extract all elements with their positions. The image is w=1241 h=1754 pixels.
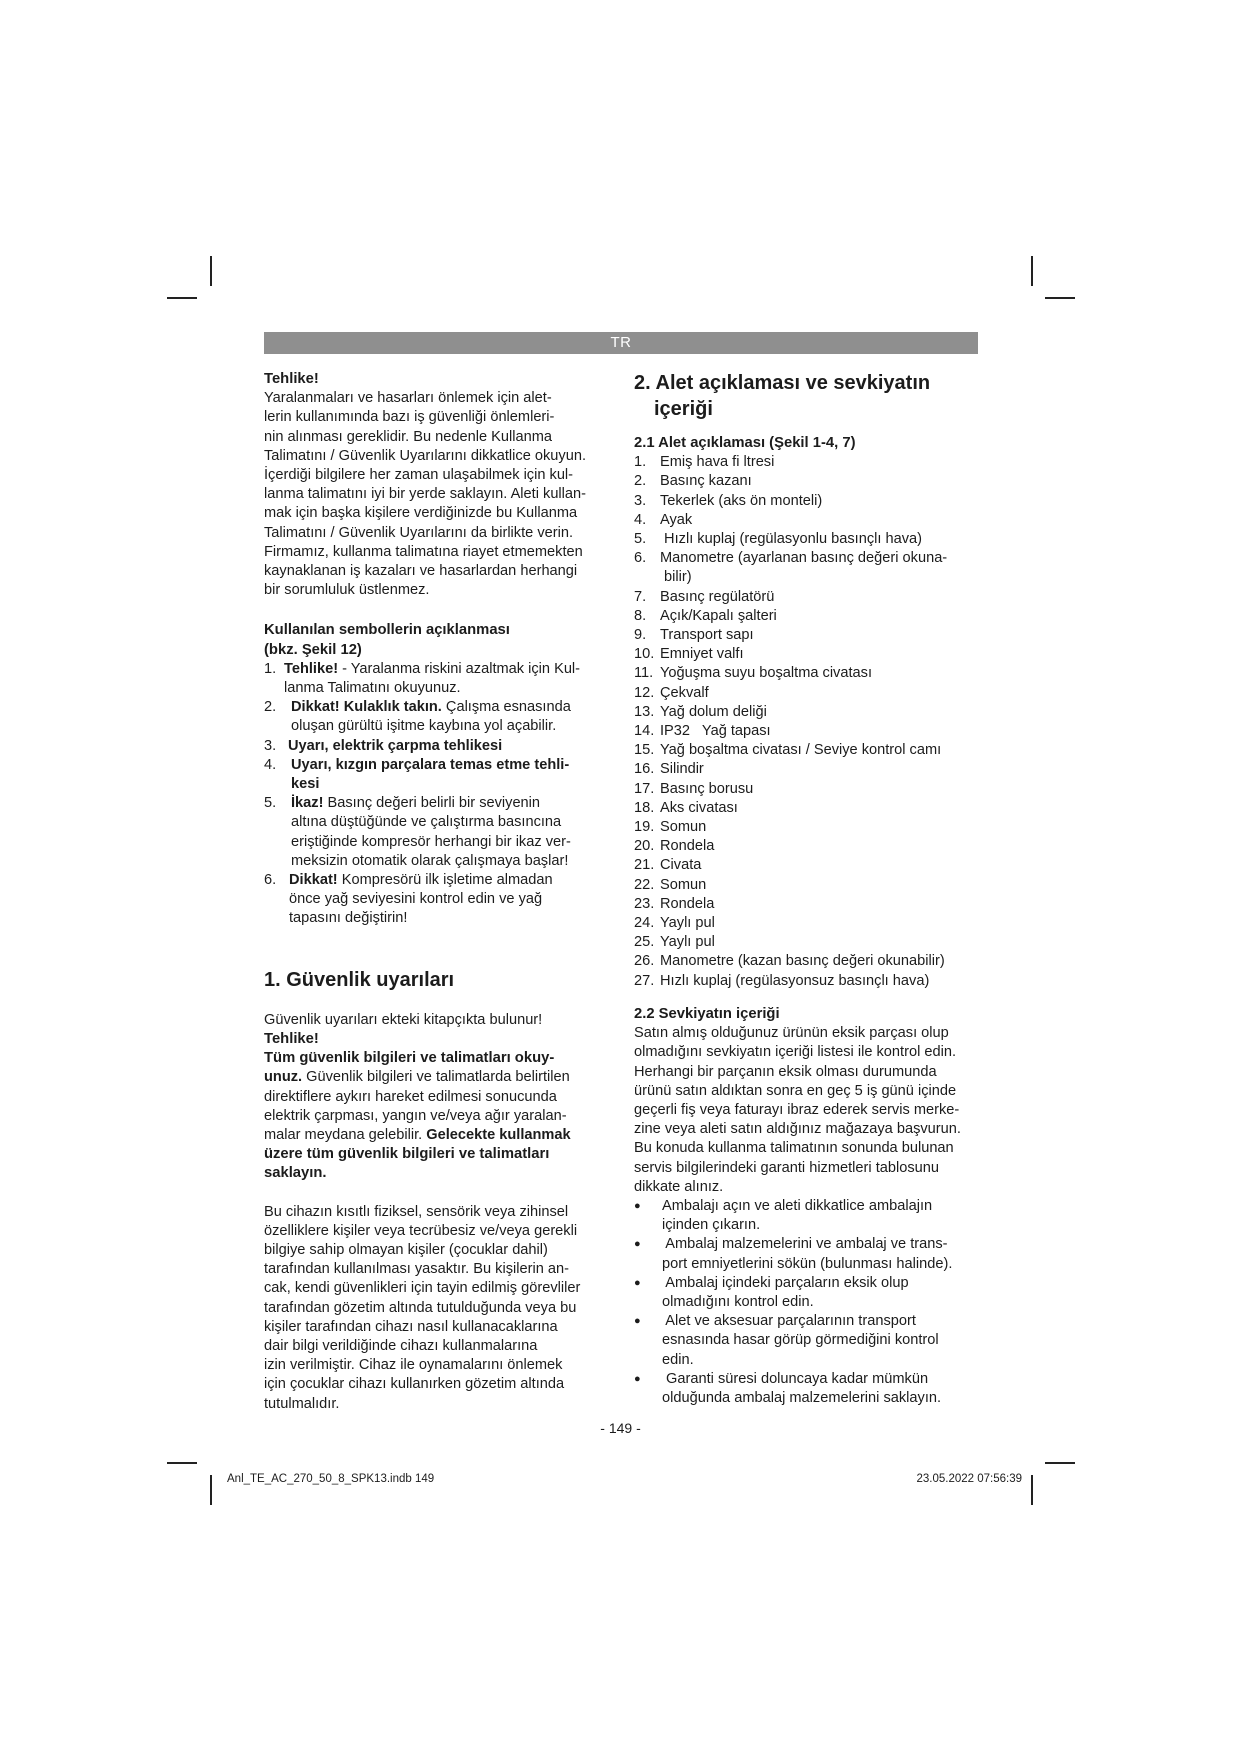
safety-line: unuz. Güvenlik bilgileri ve talimatlarda belirtilen [264, 1069, 570, 1086]
text-line: özelliklere kişiler veya tecrübesiz ve/veya gerekli [264, 1222, 578, 1239]
part-item: 16. Silindir [634, 761, 704, 778]
symbol-item: 5. İkaz! Basınç değeri belirli bir seviyenin altına düştüğünde ve çalıştırma basıncına eriştiğinde kompresör herhangi bir ikaz ver- meksizin otomatik olarak çalışmaya başlar! [264, 795, 571, 869]
safety-bold-line: saklayın. [264, 1165, 327, 1182]
part-item: 19. Somun [634, 819, 707, 836]
text-line: olmadığını sevkiyatın içeriği listesi ile kontrol edin. [634, 1044, 957, 1061]
text-line: lanma talimatını iyi bir yerde saklayın. Aleti kullan- [264, 486, 587, 503]
part-item: 27. Hızlı kuplaj (regülasyonsuz basınçlı hava) [634, 972, 930, 989]
footer-datetime: 23.05.2022 07:56:39 [916, 1473, 1022, 1485]
crop-mark-bottom-left-v [210, 1475, 212, 1505]
text-line: İçerdiği bilgilere her zaman ulaşabilmek için kul- [264, 467, 574, 484]
subsection-2-2: 2.2 Sevkiyatın içeriği [634, 1005, 780, 1022]
section-2-title: 2. Alet açıklaması ve sevkiyatın [634, 372, 931, 394]
text-line: tutulmalıdır. [264, 1395, 340, 1412]
bullet-dot-icon: ● [634, 1238, 641, 1251]
text-line: mak için başka kişilere verdiğinizde bu Kullanma [264, 505, 578, 522]
part-item: 6. Manometre (ayarlanan basınç değeri okuna- [634, 550, 948, 567]
bullet-dot-icon: ● [634, 1372, 641, 1385]
symbols-heading-ref: (bkz. Şekil 12) [264, 641, 362, 658]
part-item: 2. Basınç kazanı [634, 473, 752, 490]
safety-danger: Tehlike! [264, 1030, 319, 1047]
page-number: - 149 - [600, 1420, 641, 1436]
delivery-paragraph [634, 1024, 979, 1197]
text-line: izin verilmiştir. Cihaz ile oynamalarını önlemek [264, 1357, 563, 1374]
part-item: 9. Transport sapı [634, 627, 754, 644]
part-item: 20. Rondela [634, 838, 715, 855]
text-line: geçerli fiş veya faturayı ibraz ederek servis merke- [634, 1101, 960, 1118]
language-header-bar: TR [264, 332, 978, 354]
symbol-item: 6. Dikkat! Kompresörü ilk işletime almadan önce yağ seviyesini kontrol edin ve yağ tapasını değiştirin! [264, 872, 553, 927]
safety-line: elektrik çarpması, yangın ve/veya ağır yaralan- [264, 1107, 567, 1124]
text-line: Yaralanmaları ve hasarları önlemek için alet- [264, 390, 552, 407]
crop-mark-bottom-right-h [1045, 1462, 1075, 1464]
part-item: 4. Ayak [634, 511, 693, 528]
parts-list [634, 453, 979, 991]
part-item: 11. Yoğuşma suyu boşaltma civatası [634, 665, 872, 682]
text-line: nin alınması gereklidir. Bu nedenle Kullanma [264, 428, 552, 445]
text-line: bir sorumluluk üstlenmez. [264, 582, 430, 599]
left-column [264, 370, 604, 1414]
crop-mark-top-right-h [1045, 297, 1075, 299]
text-line: dair bilgi verildiğinde cihazı kullanmalarına [264, 1337, 538, 1354]
bullet-item: ● Ambalajı açın ve aleti dikkatlice ambalajın içinden çıkarın. [634, 1197, 979, 1235]
safety-line: malar meydana gelebilir. Gelecekte kullanmak [264, 1126, 571, 1143]
text-line: Herhangi bir parçanın eksik olması durumunda [634, 1063, 937, 1080]
footer-file: Anl_TE_AC_270_50_8_SPK13.indb 149 [227, 1473, 435, 1485]
text-line: Talimatını / Güvenlik Uyarılarını dikkatlice okuyun. [264, 447, 587, 464]
safety-bold-line: üzere tüm güvenlik bilgileri ve talimatları [264, 1146, 550, 1163]
part-item: 14. IP32 Yağ tapası [634, 723, 771, 740]
text-line: Bu konuda kullanma talimatının sonunda bulunan [634, 1140, 954, 1157]
part-item: 18. Aks civatası [634, 799, 738, 816]
text-line: Firmamız, kullanma talimatına riayet etmemekten [264, 543, 583, 560]
part-item: 12. Çekvalf [634, 684, 709, 701]
text-line: kişiler tarafından cihazı nasıl kullanacaklarına [264, 1318, 558, 1335]
danger-heading: Tehlike! [264, 371, 319, 387]
part-item: 22. Somun [634, 876, 707, 893]
text-line: servis bilgilerindeki garanti hizmetleri tablosunu [634, 1159, 939, 1176]
text-line: bilgiye sahip olmayan kişiler (çocuklar dahil) [264, 1241, 548, 1258]
text-line: Satın almış olduğunuz ürünün eksik parçası olup [634, 1025, 949, 1042]
crop-mark-top-left-v [210, 256, 212, 286]
text-line: Talimatını / Güvenlik Uyarılarını da birlikte verin. [264, 524, 574, 541]
safety-line: Güvenlik uyarıları ekteki kitapçıkta bulunur! [264, 1011, 543, 1028]
bullet-dot-icon: ● [634, 1199, 641, 1212]
intro-paragraph [264, 389, 604, 600]
bullet-item: ● Ambalaj içindeki parçaların eksik olup olmadığını kontrol edin. [634, 1274, 979, 1312]
text-line: için çocuklar cihazı kullanırken gözetim altında [264, 1376, 565, 1393]
text-line: dikkate alınız. [634, 1178, 724, 1195]
symbols-heading: Kullanılan sembollerin açıklanması [264, 622, 510, 639]
subsection-2-1: 2.1 Alet açıklaması (Şekil 1-4, 7) [634, 435, 856, 451]
section-1-title: 1. Güvenlik uyarıları [264, 968, 455, 991]
text-line: zine veya aleti satın aldığınız mağazaya başvurun. [634, 1121, 961, 1138]
text-line: ürünü satın aldıktan sonra en geç 5 iş günü içinde [634, 1082, 957, 1099]
text-line: Bu cihazın kısıtlı fiziksel, sensörik veya zihinsel [264, 1203, 569, 1220]
part-item: 1. Emiş hava fi ltresi [634, 454, 775, 471]
text-line: tarafından kullanılması yasaktır. Bu kişilerin an- [264, 1261, 569, 1278]
bullet-item: ● Alet ve aksesuar parçalarının transport esnasında hasar görüp görmediğini kontrol edin. [634, 1312, 979, 1370]
part-item: 24. Yaylı pul [634, 915, 715, 932]
symbol-item: 3. Uyarı, elektrik çarpma tehlikesi [264, 737, 503, 754]
bullet-item: ● Garanti süresi doluncaya kadar mümkün olduğunda ambalaj malzemelerini saklayın. [634, 1370, 979, 1408]
crop-mark-top-right-v [1031, 256, 1033, 286]
part-item: 7. Basınç regülatörü [634, 588, 775, 605]
bullet-dot-icon: ● [634, 1315, 641, 1328]
part-item: 15. Yağ boşaltma civatası / Seviye kontrol camı [634, 742, 942, 759]
symbol-item: 2. Dikkat! Kulaklık takın. Çalışma esnasında oluşan gürültü işitme kaybına yol açabilir. [264, 699, 571, 735]
text-line: lerin kullanımında bazı iş güvenliği önlemleri- [264, 409, 555, 426]
part-item: 13. Yağ dolum deliği [634, 703, 767, 720]
part-item: bilir) [660, 569, 692, 586]
crop-mark-top-left-h [167, 297, 197, 299]
safety-line: direktiflere aykırı hareket edilmesi sonucunda [264, 1088, 557, 1105]
delivery-bullets [634, 1197, 979, 1408]
children-paragraph [264, 1203, 604, 1414]
part-item: 10. Emniyet valfı [634, 646, 744, 663]
bullet-item: ● Ambalaj malzemelerini ve ambalaj ve trans- port emniyetlerini sökün (bulunması halinde). [634, 1235, 979, 1273]
bullet-dot-icon: ● [634, 1276, 641, 1289]
part-item: 3. Tekerlek (aks ön monteli) [634, 492, 823, 509]
part-item: 5. Hızlı kuplaj (regülasyonlu basınçlı hava) [634, 531, 923, 548]
symbol-item: 1. Tehlike! - Yaralanma riskini azaltmak için Kul- lanma Talimatını okuyunuz. [264, 660, 581, 697]
part-item: 23. Rondela [634, 895, 715, 912]
part-item: 21. Civata [634, 857, 702, 874]
part-item: 17. Basınç borusu [634, 780, 754, 797]
crop-mark-bottom-right-v [1031, 1475, 1033, 1505]
safety-bold-line: Tüm güvenlik bilgileri ve talimatları okuy- [264, 1050, 555, 1067]
crop-mark-bottom-left-h [167, 1462, 197, 1464]
part-item: 25. Yaylı pul [634, 934, 715, 951]
right-column [634, 370, 979, 1408]
section-2-title-cont: içeriği [654, 398, 713, 420]
text-line: cak, kendi güvenlikleri için tayin edilmiş görevliler [264, 1280, 581, 1297]
part-item: 8. Açık/Kapalı şalteri [634, 607, 777, 624]
symbol-item: 4. Uyarı, kızgın parçalara temas etme tehli- kesi [264, 756, 570, 793]
text-line: tarafından gözetim altında tutulduğunda veya bu [264, 1299, 577, 1316]
text-line: kaynaklanan iş kazaları ve hasarlardan herhangi [264, 563, 578, 580]
part-item: 26. Manometre (kazan basınç değeri okunabilir) [634, 953, 945, 970]
